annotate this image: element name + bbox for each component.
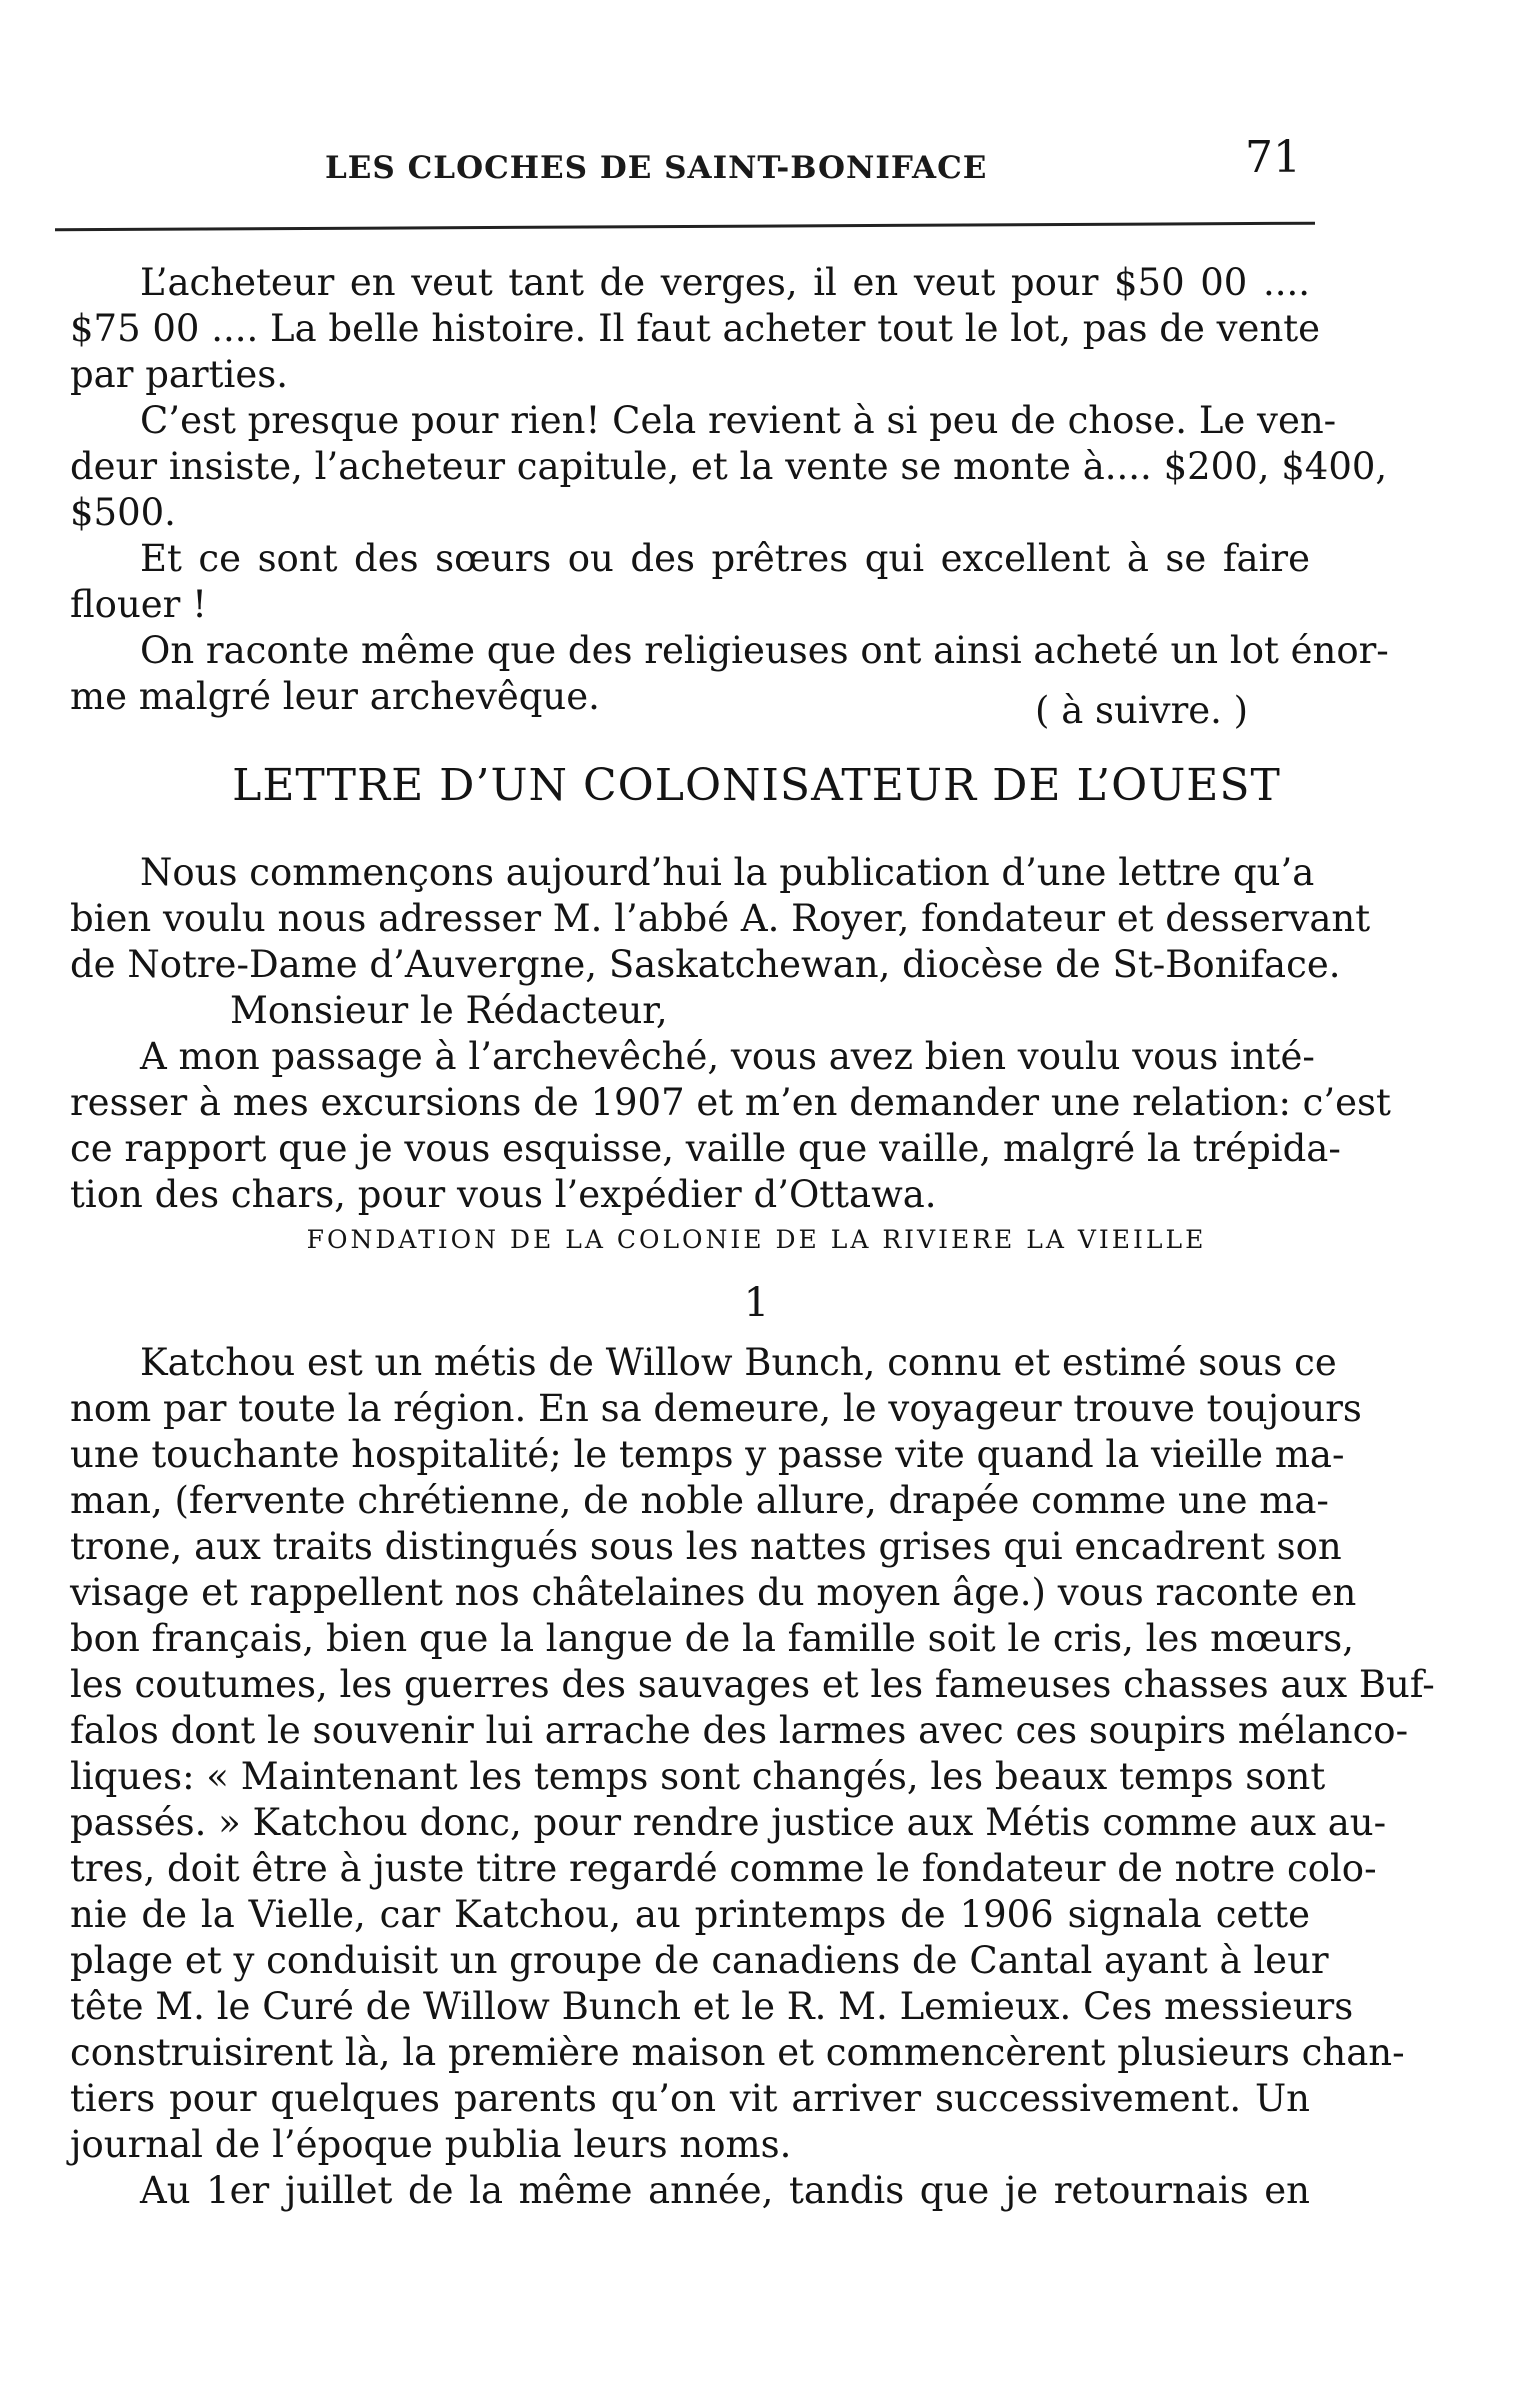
- text-line: man, (fervente chrétienne, de noble allure, drapée comme une ma-: [70, 1479, 1329, 1522]
- text-line: construisirent là, la première maison et commencèrent plusieurs chan-: [70, 2031, 1405, 2074]
- text-line: tête M. le Curé de Willow Bunch et le R. M. Lemieux. Ces messieurs: [70, 1985, 1354, 2028]
- text-line: resser à mes excursions de 1907 et m’en demander une relation: c’est: [70, 1081, 1391, 1124]
- text-line: tres, doit être à juste titre regardé comme le fondateur de notre colo-: [70, 1847, 1377, 1890]
- text-line: C’est presque pour rien! Cela revient à si peu de chose. Le ven-: [140, 399, 1337, 442]
- header-rule: [55, 222, 1315, 232]
- text-line: bien voulu nous adresser M. l’abbé A. Royer, fondateur et desservant: [70, 897, 1371, 940]
- text-line: A mon passage à l’archevêché, vous avez bien voulu vous inté-: [140, 1035, 1315, 1078]
- text-line: tiers pour quelques parents qu’on vit arriver successivement. Un: [70, 2077, 1310, 2120]
- a-suivre-note: ( à suivre. ): [1035, 689, 1249, 732]
- text-line: tion des chars, pour vous l’expédier d’Ottawa.: [70, 1173, 937, 1216]
- text-line: Nous commençons aujourd’hui la publication d’une lettre qu’a: [140, 851, 1315, 894]
- text-line: nom par toute la région. En sa demeure, le voyageur trouve toujours: [70, 1387, 1362, 1430]
- page-number: 71: [1245, 132, 1301, 183]
- text-line: bon français, bien que la langue de la famille soit le cris, les mœurs,: [70, 1617, 1355, 1660]
- text-line: visage et rappellent nos châtelaines du moyen âge.) vous raconte en: [70, 1571, 1357, 1614]
- text-line: nie de la Vielle, car Katchou, au printemps de 1906 signala cette: [70, 1893, 1310, 1936]
- text-line: une touchante hospitalité; le temps y passe vite quand la vieille ma-: [70, 1433, 1345, 1476]
- text-line: passés. » Katchou donc, pour rendre justice aux Métis comme aux au-: [70, 1801, 1387, 1844]
- text-line: Au 1er juillet de la même année, tandis que je retournais en: [140, 2169, 1310, 2212]
- text-line: me malgré leur archevêque.: [70, 675, 600, 718]
- text-line: plage et y conduisit un groupe de canadiens de Cantal ayant à leur: [70, 1939, 1329, 1982]
- text-line: de Notre-Dame d’Auvergne, Saskatchewan, diocèse de St-Boniface.: [70, 943, 1341, 986]
- text-line: Et ce sont des sœurs ou des prêtres qui excellent à se faire: [140, 537, 1310, 580]
- chapter-number: 1: [743, 1280, 770, 1326]
- text-line: par parties.: [70, 353, 288, 396]
- text-line: flouer !: [70, 583, 207, 626]
- running-title: LES CLOCHES DE SAINT-BONIFACE: [325, 150, 988, 186]
- text-line: Katchou est un métis de Willow Bunch, connu et estimé sous ce: [140, 1341, 1337, 1384]
- section-subheading: FONDATION DE LA COLONIE DE LA RIVIERE LA VIEILLE: [306, 1225, 1207, 1254]
- text-line: deur insiste, l’acheteur capitule, et la vente se monte à.... $200, $400,: [70, 445, 1388, 488]
- text-line: falos dont le souvenir lui arrache des larmes avec ces soupirs mélanco-: [70, 1709, 1409, 1752]
- text-line: les coutumes, les guerres des sauvages et les fameuses chasses aux Buf-: [70, 1663, 1435, 1706]
- salutation: Monsieur le Rédacteur,: [230, 989, 668, 1032]
- text-line: journal de l’époque publia leurs noms.: [70, 2123, 792, 2166]
- text-line: L’acheteur en veut tant de verges, il en veut pour $50 00 ....: [140, 261, 1310, 304]
- text-line: trone, aux traits distingués sous les nattes grises qui encadrent son: [70, 1525, 1342, 1568]
- article-title: LETTRE D’UN COLONISATEUR DE L’OUEST: [232, 760, 1281, 811]
- text-line: On raconte même que des religieuses ont ainsi acheté un lot énor-: [140, 629, 1389, 672]
- text-line: $500.: [70, 491, 176, 534]
- text-line: $75 00 .... La belle histoire. Il faut acheter tout le lot, pas de vente: [70, 307, 1321, 350]
- text-line: liques: « Maintenant les temps sont changés, les beaux temps sont: [70, 1755, 1326, 1798]
- text-line: ce rapport que je vous esquisse, vaille que vaille, malgré la trépida-: [70, 1127, 1341, 1170]
